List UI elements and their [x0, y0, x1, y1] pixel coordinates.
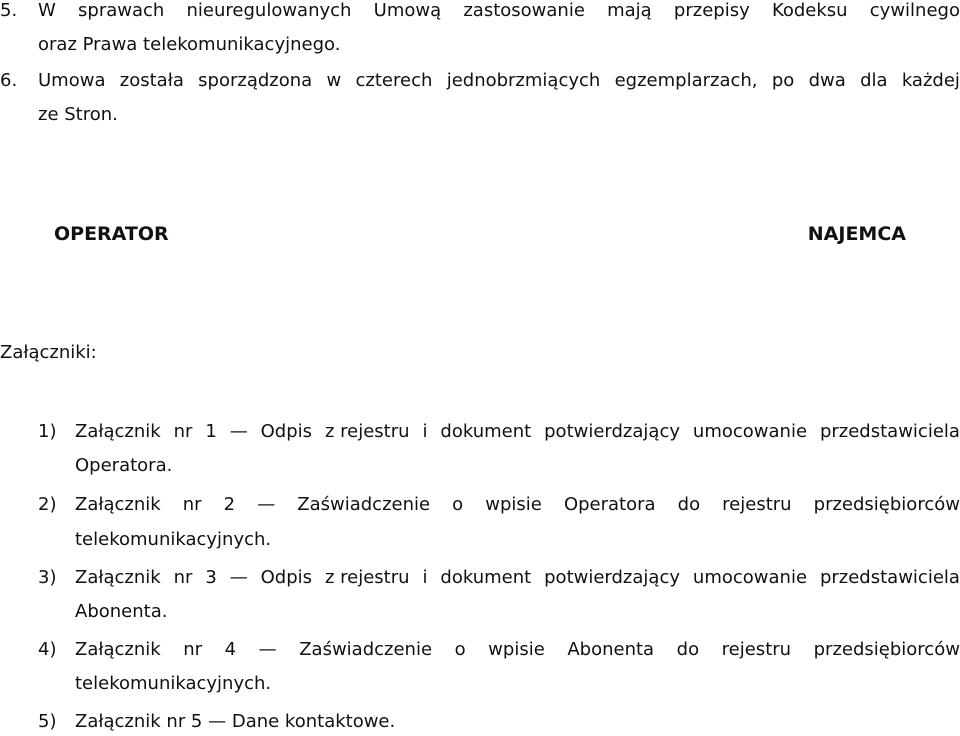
- word: po: [771, 70, 795, 91]
- word: umocowanie: [692, 421, 808, 442]
- word: i: [422, 421, 428, 442]
- clause-text: [38, 0, 960, 22]
- word: W: [38, 0, 56, 21]
- word: Odpis: [260, 421, 313, 442]
- word: Załącznik nr 5 — Dane kontaktowe.: [75, 711, 396, 732]
- word: do: [677, 494, 701, 515]
- word: egzemplarzach,: [614, 70, 758, 91]
- word: czterech: [355, 70, 433, 91]
- word: 2: [223, 494, 236, 515]
- word: 3: [205, 567, 217, 588]
- annex-3-line-2: Abonenta.: [75, 601, 168, 622]
- clause-number: 6.: [0, 70, 18, 91]
- word: sporządzona: [198, 70, 313, 91]
- word: Kodeksu: [771, 0, 848, 21]
- word: —: [257, 494, 276, 515]
- word: sprawach: [78, 0, 165, 21]
- annex-number: 1): [38, 421, 57, 442]
- annex-text: [75, 567, 960, 589]
- word: przedstawiciela: [819, 567, 960, 588]
- word: przedsiębiorców: [813, 639, 960, 660]
- word: —: [229, 567, 248, 588]
- word: przedstawiciela: [819, 421, 960, 442]
- annex-text: [75, 421, 960, 443]
- annex-2-line-2: telekomunikacyjnych.: [75, 529, 272, 550]
- clause-text: [38, 70, 960, 92]
- word: dokument: [440, 421, 532, 442]
- word: wpisie: [485, 494, 542, 515]
- word: Załącznik: [75, 567, 161, 588]
- word: Odpis: [260, 567, 313, 588]
- word: jednobrzmiących: [446, 70, 601, 91]
- word: każdej: [901, 70, 960, 91]
- word: nr: [173, 421, 193, 442]
- word: potwierdzający: [544, 421, 680, 442]
- word: o: [454, 639, 466, 660]
- annex-text: [75, 711, 960, 733]
- word: potwierdzający: [544, 567, 680, 588]
- word: 1: [205, 421, 217, 442]
- annex-text: [75, 639, 960, 661]
- word: Zaświadczenie: [299, 639, 433, 660]
- word: przedsiębiorców: [813, 494, 960, 515]
- word: i: [422, 567, 428, 588]
- word: umocowanie: [692, 567, 808, 588]
- word: zastosowanie: [463, 0, 585, 21]
- annex-text: [75, 494, 960, 516]
- word: dokument: [440, 567, 532, 588]
- word: mają: [607, 0, 652, 21]
- annex-number: 2): [38, 494, 57, 515]
- word: cywilnego: [869, 0, 960, 21]
- word: z rejestru: [324, 421, 410, 442]
- word: Abonenta: [567, 639, 655, 660]
- word: do: [676, 639, 700, 660]
- word: 4: [224, 639, 237, 660]
- signature-operator: OPERATOR: [54, 223, 169, 245]
- word: Załącznik: [75, 494, 161, 515]
- word: Umowa: [38, 70, 106, 91]
- clause-number: 5.: [0, 0, 18, 21]
- word: nieuregulowanych: [186, 0, 352, 21]
- annex-1-line-2: Operatora.: [75, 455, 173, 476]
- word: przepisy: [673, 0, 750, 21]
- word: rejestru: [721, 639, 792, 660]
- word: wpisie: [488, 639, 545, 660]
- word: Zaświadczenie: [297, 494, 431, 515]
- annexes-heading: Załączniki:: [0, 342, 97, 363]
- word: Operatora: [563, 494, 656, 515]
- annex-4-line-2: telekomunikacyjnych.: [75, 673, 272, 694]
- annex-number: 4): [38, 639, 57, 660]
- word: nr: [182, 494, 202, 515]
- word: —: [258, 639, 277, 660]
- word: w: [326, 70, 342, 91]
- word: —: [229, 421, 248, 442]
- signature-najemca: NAJEMCA: [807, 223, 906, 245]
- clause-text-continued: ze Stron.: [38, 104, 118, 125]
- word: nr: [183, 639, 203, 660]
- word: Załącznik: [75, 639, 161, 660]
- word: rejestru: [722, 494, 792, 515]
- word: Załącznik: [75, 421, 161, 442]
- annex-number: 3): [38, 567, 57, 588]
- annex-number: 5): [38, 711, 57, 732]
- word: o: [452, 494, 464, 515]
- word: Umową: [373, 0, 442, 21]
- word: nr: [173, 567, 193, 588]
- word: dwa: [808, 70, 846, 91]
- word: z rejestru: [324, 567, 410, 588]
- word: dla: [860, 70, 888, 91]
- clause-text-continued: oraz Prawa telekomunikacyjnego.: [38, 34, 341, 55]
- word: została: [119, 70, 184, 91]
